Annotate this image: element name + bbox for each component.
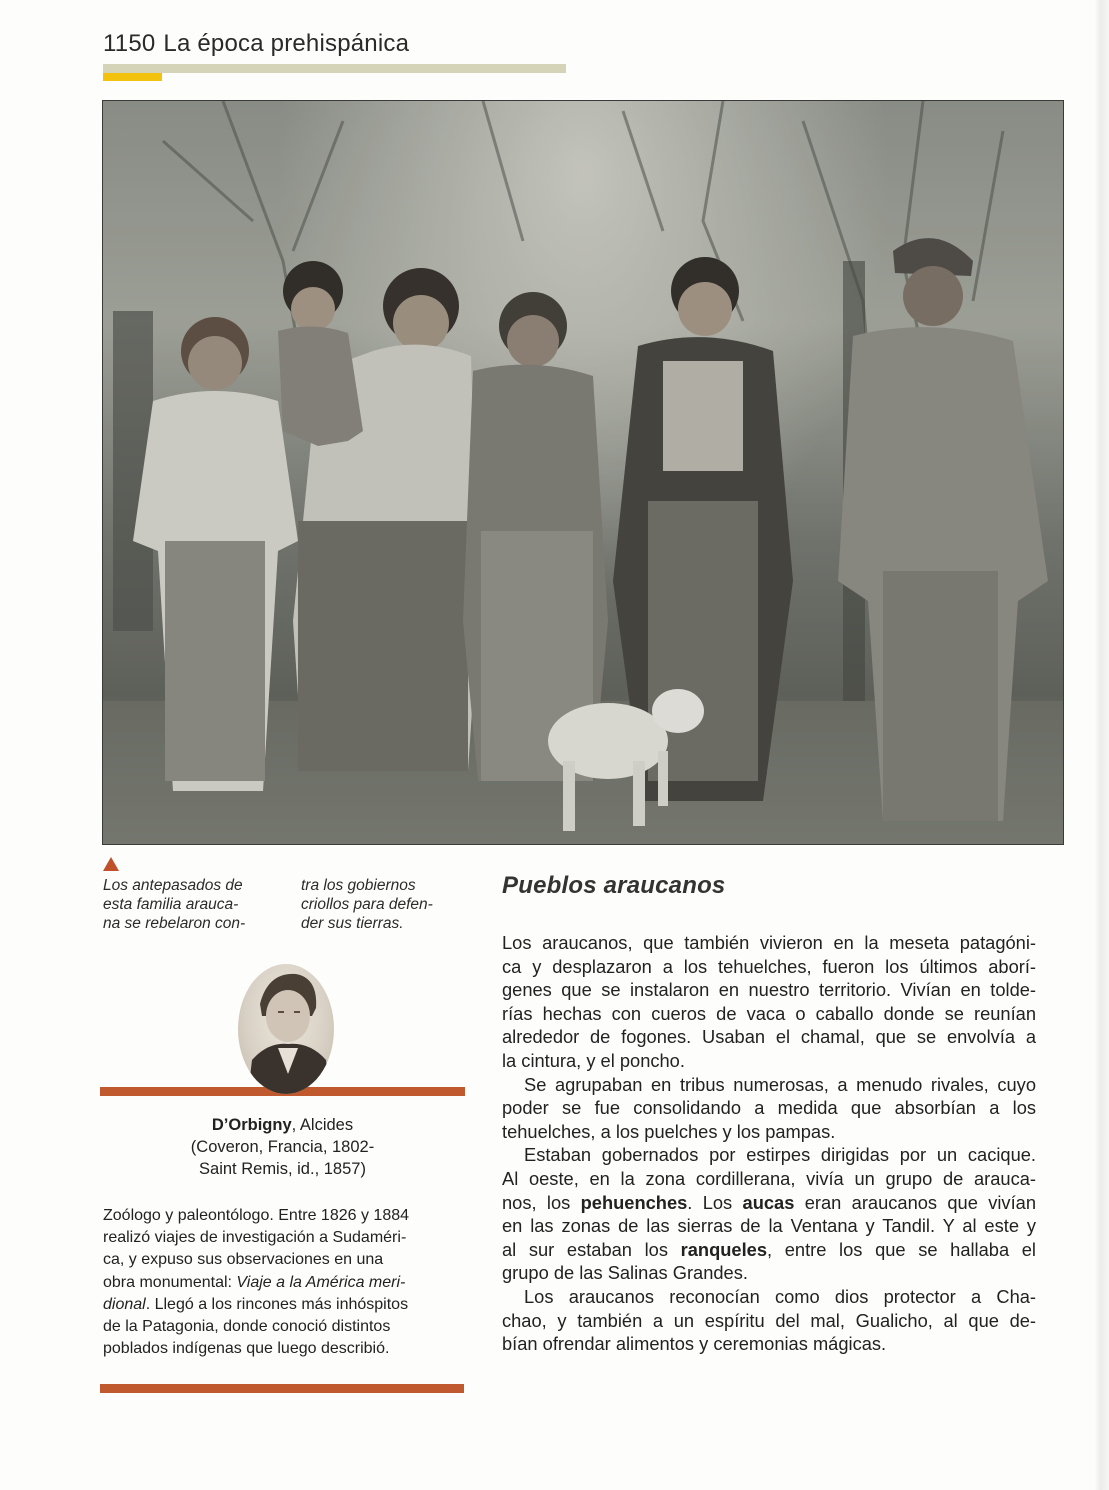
- text-run: tehuelches, a los puelches y los pampas.: [502, 1120, 836, 1142]
- article-body-line: [502, 1120, 1036, 1144]
- text-run: nos, los: [502, 1191, 581, 1213]
- text-run: Al oeste, en la zona cordillerana, vivía un grupo de arauca-: [502, 1167, 1036, 1189]
- text-run: genes que se instalaron en nuestro territorio. Vivían en tolde-: [502, 979, 1036, 1001]
- italic-term: dional: [103, 1295, 146, 1313]
- caption-triangle-icon: [103, 857, 119, 871]
- family-photo-illustration: [103, 101, 1063, 844]
- text-run: obra monumental:: [103, 1273, 237, 1291]
- text-run: poder se fue consolidando a medida que absorbían a los: [502, 1097, 1036, 1119]
- text-run: rías hechas con cueros de vaca o caballo donde se reunían: [502, 1002, 1036, 1024]
- photo-caption-col2: tra los gobiernos criollos para defen- der sus tierras.: [301, 877, 433, 932]
- bio-name-line: [100, 1114, 465, 1136]
- dorbigny-portrait: [238, 964, 334, 1094]
- bold-term: aucas: [742, 1191, 795, 1213]
- bio-text-line: [103, 1316, 465, 1338]
- text-run: bían ofrendar alimentos y ceremonias mágicas.: [502, 1333, 887, 1355]
- header-accent-bar: [103, 73, 162, 81]
- article-body-line: [502, 1143, 1036, 1167]
- article-body-line: [502, 1191, 1036, 1215]
- bio-surname: D’Orbigny: [211, 1116, 292, 1134]
- article-body-line: [502, 1096, 1036, 1120]
- bio-text-line: [103, 1227, 465, 1249]
- bio-given-name: , Alcides: [291, 1116, 354, 1134]
- article-body-line: [502, 1238, 1036, 1262]
- article-body-line: [502, 955, 1036, 979]
- article-body-line: [502, 931, 1036, 955]
- text-run: chao, y también a un espíritu del mal, Gualicho, al que de-: [502, 1309, 1036, 1331]
- text-run: ca y desplazaron a los tehuelches, fueron los últimos aborí-: [502, 955, 1036, 977]
- text-run: eran araucanos que vivían: [794, 1191, 1036, 1213]
- article-body-line: [502, 1167, 1036, 1191]
- bio-text-line: [103, 1338, 465, 1360]
- text-run: , entre los que se hallaba el: [767, 1238, 1036, 1260]
- article-body-line: [502, 1261, 1036, 1285]
- article-body-line: [502, 978, 1036, 1002]
- text-run: en las zonas de las sierras de la Ventana y Tandil. Y al este y: [502, 1215, 1036, 1237]
- photo-tint: [103, 101, 1063, 844]
- bio-name-block: [100, 1114, 465, 1180]
- text-run: realizó viajes de investigación a Sudaméri-: [103, 1229, 407, 1247]
- article-body-line: [502, 1332, 1036, 1356]
- italic-term: Viaje a la América meri-: [236, 1273, 406, 1291]
- article-body-line: [502, 1309, 1036, 1333]
- portrait-engraving-icon: [238, 964, 334, 1094]
- article-body-line: [502, 1214, 1036, 1238]
- bio-text-line: [103, 1272, 465, 1294]
- bio-origin-line1: (Coveron, Francia, 1802-: [190, 1138, 375, 1156]
- running-head: [103, 30, 409, 58]
- article-body: [502, 931, 1036, 1356]
- text-run: de la Patagonia, donde conoció distintos: [103, 1318, 391, 1336]
- page-number: 1150: [103, 30, 156, 57]
- section-title: La época prehispánica: [163, 30, 410, 57]
- bold-term: pehuenches: [580, 1191, 688, 1213]
- bio-text: [103, 1205, 465, 1360]
- bold-term: ranqueles: [680, 1238, 768, 1260]
- bio-text-line: [103, 1294, 465, 1316]
- text-run: . Llegó a los rincones más inhóspitos: [145, 1295, 409, 1313]
- text-run: al sur estaban los: [502, 1238, 681, 1260]
- text-run: Estaban gobernados por estirpes dirigidas por un cacique.: [524, 1144, 1036, 1166]
- text-run: Los araucanos reconocían como dios protector a Cha-: [524, 1285, 1036, 1307]
- bio-text-line: [103, 1205, 465, 1227]
- article-body-line: [502, 1073, 1036, 1097]
- text-run: la cintura, y el poncho.: [502, 1049, 685, 1071]
- photo-caption-col1: Los antepasados de esta familia arauca- na se rebelaron con-: [103, 877, 246, 932]
- text-run: Se agrupaban en tribus numerosas, a menudo rivales, cuyo: [524, 1073, 1036, 1095]
- bio-rule-bottom: [100, 1384, 464, 1393]
- article-body-line: [502, 1285, 1036, 1309]
- article-body-line: [502, 1002, 1036, 1026]
- article-body-line: [502, 1049, 1036, 1073]
- bio-text-line: [103, 1249, 465, 1271]
- text-run: alrededor de fogones. Usaban el chamal, que se envolvía a: [502, 1026, 1036, 1048]
- text-run: ca, y expuso sus observaciones en una: [103, 1251, 384, 1269]
- article-title: Pueblos araucanos: [502, 872, 726, 899]
- header-bar: [103, 64, 566, 73]
- text-run: Los araucanos, que también vivieron en la meseta patagóni-: [502, 932, 1036, 953]
- page-edge-shadow: [1095, 0, 1109, 1490]
- text-run: Zoólogo y paleontólogo. Entre 1826 y 1884: [103, 1207, 410, 1224]
- text-run: . Los: [687, 1191, 743, 1213]
- article-body-line: [502, 1025, 1036, 1049]
- bio-origin-line2: Saint Remis, id., 1857): [199, 1160, 366, 1178]
- family-photo: [102, 100, 1064, 845]
- text-run: poblados indígenas que luego describió.: [103, 1340, 390, 1358]
- text-run: grupo de las Salinas Grandes.: [502, 1262, 748, 1284]
